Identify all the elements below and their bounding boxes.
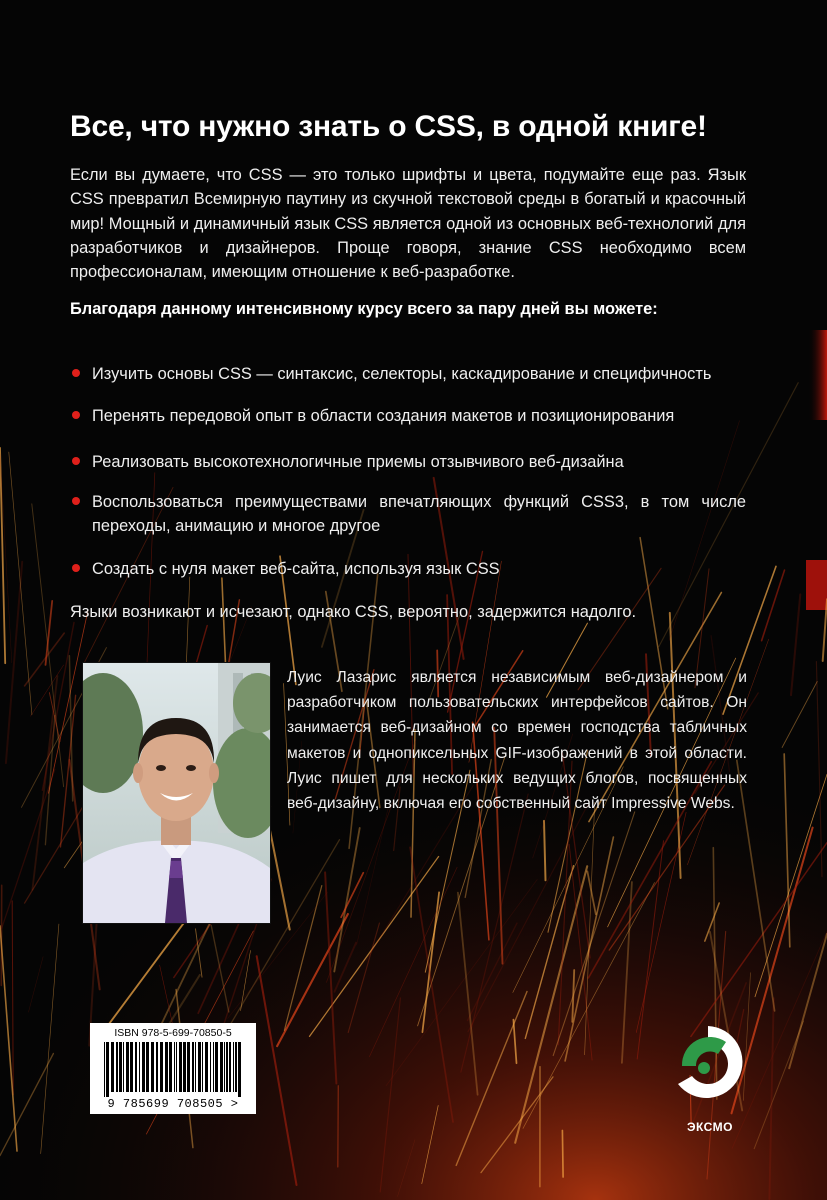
barcode-bar	[139, 1042, 140, 1092]
closing-line: Языки возникают и исчезают, однако CSS, вероятно, задержится надолго.	[70, 603, 637, 621]
barcode-bar	[233, 1042, 234, 1092]
barcode-bar	[229, 1042, 231, 1092]
barcode-bars	[104, 1042, 242, 1097]
barcode-bar	[174, 1042, 175, 1092]
author-photo	[82, 662, 271, 924]
barcode-bar	[187, 1042, 190, 1092]
barcode-bar	[123, 1042, 124, 1092]
barcode-bar	[151, 1042, 154, 1092]
author-bio-text: Луис Лазарис является независимым веб-дизайнером и разработчиком пользовательских интерфейсов сайтов. Он занимается веб-дизайном со времен господства табличных макетов и однопиксельных GIF-изображений в этой области. Луис пишет для нескольких ведущих блогов, посвященных веб-дизайну, включая его собственный сайт Impressive Webs.	[287, 669, 747, 813]
barcode-bar	[130, 1042, 133, 1092]
barcode-bar	[116, 1042, 118, 1092]
barcode-bar	[205, 1042, 208, 1092]
barcode-bar	[169, 1042, 172, 1092]
intro-paragraph: Если вы думаете, что CSS — это только шрифты и цвета, подумайте еще раз. Язык CSS превратил Всемирную паутину из скучной текстовой среды в богатый и красочный мир! Мощный и динамичный язык CSS является одной из основных веб-технологий для разработчиков и дизайнеров. Проще говоря, знание CSS необходимо всем профессионалам, имеющим отношение к веб-разработке.	[70, 166, 746, 282]
barcode-bar	[160, 1042, 163, 1092]
feature-text: Изучить основы CSS — синтаксис, селекторы, каскадирование и специфичность	[92, 365, 712, 383]
barcode-bar	[226, 1042, 228, 1092]
barcode-bar	[104, 1042, 105, 1097]
feature-text: Перенять передовой опыт в области создания макетов и позиционирования	[92, 407, 675, 425]
barcode-bar	[156, 1042, 158, 1092]
barcode-bar	[176, 1042, 177, 1092]
barcode-bar	[146, 1042, 149, 1092]
red-dot-icon	[72, 497, 80, 505]
feature-item	[70, 404, 746, 428]
barcode-bar	[213, 1042, 214, 1092]
barcode-bar	[220, 1042, 223, 1092]
barcode-bar	[111, 1042, 114, 1092]
eksmo-logo-icon	[668, 1022, 748, 1107]
barcode-bar	[198, 1042, 201, 1092]
barcode-bar	[142, 1042, 145, 1092]
barcode-bar	[106, 1042, 109, 1097]
features-lead: Благодаря данному интенсивному курсу всего за пару дней вы можете:	[70, 300, 658, 318]
feature-item	[70, 362, 746, 386]
barcode-bar	[165, 1042, 168, 1092]
barcode-bar	[135, 1042, 137, 1092]
headline: Все, что нужно знать о CSS, в одной книге!	[70, 110, 707, 143]
barcode-bar	[192, 1042, 194, 1092]
barcode-bar	[210, 1042, 211, 1092]
author-bio	[287, 665, 747, 816]
barcode-bar	[224, 1042, 225, 1092]
red-dot-icon	[72, 457, 80, 465]
barcode-bar	[119, 1042, 122, 1092]
red-dot-icon	[72, 369, 80, 377]
red-dot-icon	[72, 564, 80, 572]
feature-text: Реализовать высокотехнологичные приемы отзывчивого веб-дизайна	[92, 453, 624, 471]
barcode-bar	[235, 1042, 237, 1092]
barcode-bar	[195, 1042, 196, 1092]
feature-item	[70, 490, 746, 538]
red-dot-icon	[72, 411, 80, 419]
feature-text: Создать с нуля макет веб-сайта, используя язык CSS	[92, 560, 500, 578]
barcode-digits: 9 785699 708505 >	[107, 1097, 239, 1111]
publisher-name: ЭКСМО	[686, 1120, 734, 1134]
barcode-bar	[179, 1042, 182, 1092]
isbn-label: ISBN 978-5-699-70850-5	[114, 1027, 232, 1039]
feature-item	[70, 557, 746, 581]
barcode-bar	[202, 1042, 203, 1092]
feature-item	[70, 450, 746, 474]
feature-text: Воспользоваться преимуществами впечатляющих функций CSS3, в том числе переходы, анимацию и многое другое	[92, 493, 746, 535]
barcode-box	[90, 1023, 256, 1114]
barcode-bar	[215, 1042, 218, 1092]
barcode-bar	[126, 1042, 129, 1092]
barcode-bar	[183, 1042, 186, 1092]
barcode-bar	[238, 1042, 241, 1097]
